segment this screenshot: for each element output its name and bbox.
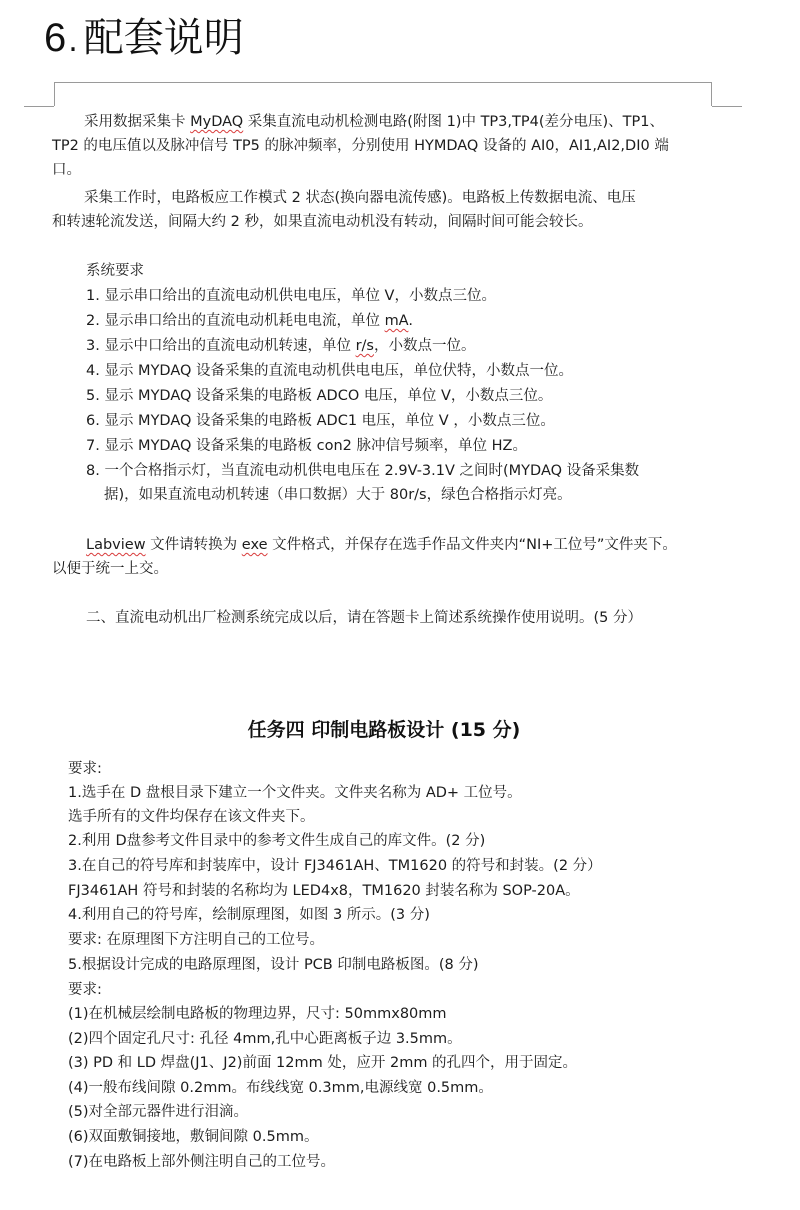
task4-line: 选手所有的文件均保存在该文件夹下。: [68, 809, 315, 825]
task4-line: 1.选手在 D 盘根目录下建立一个文件夹。文件夹名称为 AD+ 工位号。: [68, 785, 522, 801]
margin-line: [54, 82, 712, 83]
task4-line: 4.利用自己的符号库，绘制原理图，如图 3 所示。(3 分): [68, 907, 430, 923]
task4-line: (2)四个固定孔尺寸: 孔径 4mm,孔中心距离板子边 3.5mm。: [68, 1031, 462, 1047]
task4-line: 要求: 在原理图下方注明自己的工位号。: [68, 932, 324, 948]
intro-p1-line3: 口。: [52, 162, 81, 178]
requirement-item: 2. 显示串口给出的直流电动机耗电电流，单位 mA.: [86, 313, 413, 329]
intro-p1-line2: TP2 的电压值以及脉冲信号 TP5 的脉冲频率，分别使用 HYMDAQ 设备的 AI0，AI1,AI2,DI0 端: [52, 138, 669, 154]
requirement-item: 6. 显示 MYDAQ 设备采集的电路板 ADC1 电压，单位 V ，小数点三位。: [86, 413, 555, 429]
task4-line: 5.根据设计完成的电路原理图，设计 PCB 印制电路板图。(8 分): [68, 957, 479, 973]
task4-line: (5)对全部元器件进行泪滴。: [68, 1104, 249, 1120]
intro-p2-line1: 采集工作时，电路板应工作模式 2 状态(换向器电流传感)。电路板上传数据电流、电压: [84, 190, 636, 206]
spellcheck-word: r/s: [355, 338, 374, 354]
requirement-item: 5. 显示 MYDAQ 设备采集的电路板 ADCO 电压，单位 V，小数点三位。: [86, 388, 553, 404]
task4-line: (1)在机械层绘制电路板的物理边界，尺寸: 50mmx80mm: [68, 1006, 447, 1022]
spellcheck-word: Labview: [86, 537, 146, 553]
task4-line: 2.利用 D盘参考文件目录中的参考文件生成自己的库文件。(2 分): [68, 833, 486, 849]
requirement-item: 1. 显示串口给出的直流电动机供电电压，单位 V，小数点三位。: [86, 288, 496, 304]
labview-note-line2: 以便于统一上交。: [52, 561, 168, 577]
task4-line: 3.在自己的符号库和封装库中，设计 FJ3461AH、TM1620 的符号和封装。(2 分）: [68, 858, 602, 874]
task4-line: 要求:: [68, 982, 102, 998]
section-heading: [44, 10, 244, 70]
labview-note-line1: Labview 文件请转换为 exe 文件格式，并保存在选手作品文件夹内“NI+工位号”文件夹下。: [86, 537, 677, 553]
requirement-item-continuation: 据)，如果直流电动机转速（串口数据）大于 80r/s，绿色合格指示灯亮。: [104, 487, 572, 503]
spellcheck-word: exe: [241, 537, 268, 553]
spellcheck-word: mA: [384, 313, 409, 329]
part-two-question: 二、直流电动机出厂检测系统完成以后，请在答题卡上简述系统操作使用说明。(5 分）: [86, 610, 642, 626]
task4-line: (7)在电路板上部外侧注明自己的工位号。: [68, 1154, 336, 1170]
requirements-title: 系统要求: [86, 263, 144, 279]
spellcheck-word: MyDAQ: [190, 114, 244, 130]
section-number: 6: [44, 16, 67, 60]
task4-line: FJ3461AH 符号和封装的名称均为 LED4x8，TM1620 封装名称为 SOP-20A。: [68, 883, 580, 899]
requirement-item: 8. 一个合格指示灯，当直流电动机供电电压在 2.9V-3.1V 之间时(MYDAQ 设备采集数: [86, 463, 640, 479]
task-four-title: 任务四 印制电路板设计 (15 分): [247, 719, 521, 741]
section-title: 配套说明: [83, 15, 244, 61]
requirement-item: 4. 显示 MYDAQ 设备采集的直流电动机供电电压，单位伏特，小数点一位。: [86, 363, 574, 379]
task4-line: 要求:: [68, 761, 102, 777]
intro-p1-line1: 采用数据采集卡 MyDAQ 采集直流电动机检测电路(附图 1)中 TP3,TP4(差分电压)、TP1、: [84, 114, 664, 130]
requirement-item: 7. 显示 MYDAQ 设备采集的电路板 con2 脉冲信号频率，单位 HZ。: [86, 438, 527, 454]
task4-line: (6)双面敷铜接地，敷铜间隙 0.5mm。: [68, 1129, 319, 1145]
requirement-item: 3. 显示中口给出的直流电动机转速，单位 r/s，小数点一位。: [86, 338, 476, 354]
task4-line: (3) PD 和 LD 焊盘(J1、J2)前面 12mm 处，应开 2mm 的孔四个，用于固定。: [68, 1055, 578, 1071]
section-number-dot: .: [68, 24, 78, 59]
page-margin-marker: [24, 82, 742, 110]
task4-line: (4)一般布线间隙 0.2mm。布线线宽 0.3mm,电源线宽 0.5mm。: [68, 1080, 493, 1096]
intro-p2-line2: 和转速轮流发送，间隔大约 2 秒，如果直流电动机没有转动，间隔时间可能会较长。: [52, 214, 593, 230]
